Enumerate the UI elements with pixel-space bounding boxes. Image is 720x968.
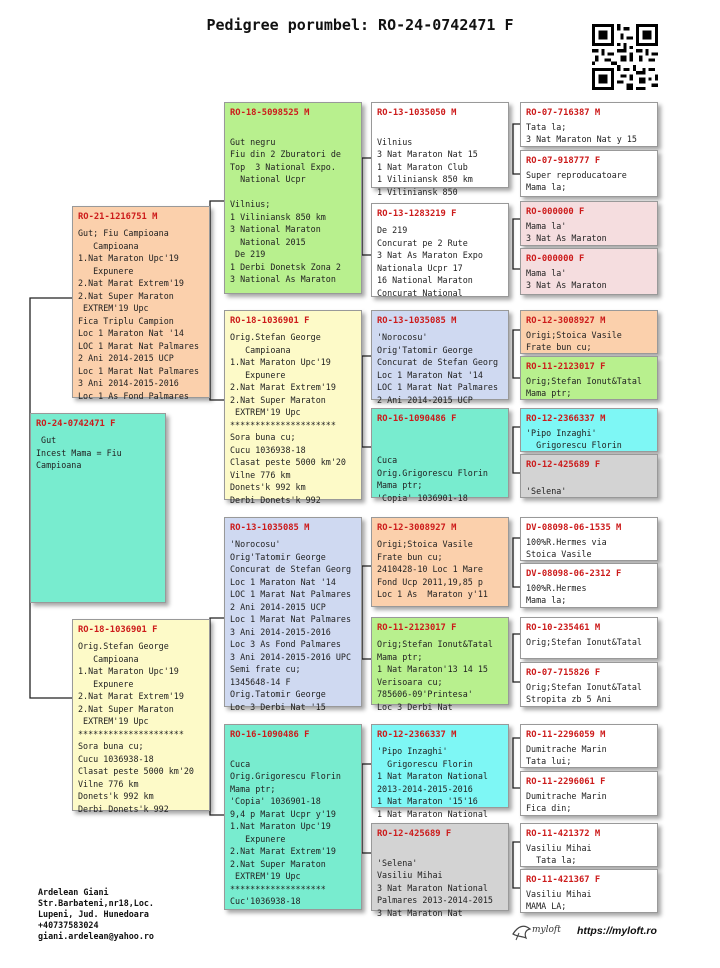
ring-number: RO-10-235461 M (526, 623, 601, 633)
pigeon-description: 'Pipo Inzaghi' Grigorescu Florin 1 Nat Maraton National 2013-2014-2015-2016 1 Nat Maraton '15'16 1 Nat Maraton National (377, 746, 488, 819)
pigeon-description: Vilnius 3 Nat Maraton Nat 15 1 Nat Maraton Club 1 Viliniansk 850 km 1 Viliniansk 850 (377, 136, 478, 197)
ring-number: RO-000000 F (526, 254, 585, 264)
great-grandparent-card[interactable] (371, 617, 509, 712)
great-grandparent-card[interactable] (371, 724, 509, 819)
page-title: Pedigree porumbel: RO-24-0742471 F (206, 16, 514, 34)
ring-number: RO-12-2366337 M (526, 414, 606, 424)
ring-number: RO-18-1036901 F (230, 316, 310, 326)
pigeon-description: Mama la' 3 Nat As Maraton (526, 268, 607, 290)
pigeon-description: Cuca Orig.Grigorescu Florin Mama ptr; 'Copia' 1036901-18 (377, 455, 488, 503)
great-grandparent-card[interactable] (371, 408, 509, 503)
great-grandparent-card[interactable] (371, 203, 509, 297)
pigeon-description: Origi;Stoica Vasile Frate bun cu; 2410428-10 Loc 1 Mare Fond Ucp 2011,19,85 p Loc 1 As Maraton y'11 (377, 539, 488, 599)
gen4-card[interactable] (520, 310, 658, 354)
gen4-card[interactable] (520, 563, 658, 608)
owner-name: Ardelean Giani (38, 887, 109, 897)
pigeon-description: Orig;Stefan Ionut&Tatal Mama ptr; 1 Nat Maraton'13 14 15 Verisoara cu; 785606-09'Printesa' Loc 3 Derbi Nat (377, 639, 493, 712)
granddam-maternal-card[interactable] (224, 724, 362, 910)
pigeon-description: Gut; Fiu Campioana Campioana 1.Nat Maraton Upc'19 Expunere 2.Nat Marat Extrem'19 2.Nat Super Maraton EXTREM'19 Upc Fica Triplu Campion Loc 1 Maraton Nat '14 LOC 1 Marat Nat Palmares 2 Ani 2014-2015 UCP Loc 1 Marat Nat Palmares 3 Ani 2014-2015-2016 Loc 1 As Fond Palmares (78, 228, 200, 401)
gen4-card[interactable] (520, 771, 658, 816)
gen4-card[interactable] (520, 617, 658, 659)
pigeon-description: Origi;Stoica Vasile Frate bun cu; (526, 330, 622, 352)
owner-phone: +40737583024 (38, 920, 99, 930)
ring-number: RO-11-421372 M (526, 829, 601, 839)
gen4-card[interactable] (520, 517, 658, 561)
ring-number: RO-11-2296061 F (526, 777, 606, 787)
ring-number: RO-16-1090486 F (230, 730, 310, 740)
pigeon-description: Orig;Stefan Ionut&Tatal Stropita zb 5 Ani (526, 682, 642, 704)
gen4-card[interactable] (520, 662, 658, 707)
pigeon-description: 100%R.Hermes Mama la; (526, 583, 587, 605)
owner-contact-block (38, 887, 154, 942)
pigeon-description: Gut negru Fiu din 2 Zburatori de Top 3 National Expo. National Ucpr Vilnius; 1 Viliniansk 850 km 3 National Maraton National 2015 De 219 1 Derbi Donetsk Zona 2 3 National As Maraton (230, 136, 341, 284)
grandsire-maternal-card[interactable] (224, 517, 362, 712)
pigeon-description: Tata la; 3 Nat Maraton Nat y 15 (526, 122, 637, 144)
pigeon-description: Cuca Orig.Grigorescu Florin Mama ptr; 'Copia' 1036901-18 9,4 p Marat Ucpr y'19 1.Nat Maraton Upc'19 Expunere 2.Nat Marat Extrem'19 2.Nat Super Maraton EXTREM'19 Upc ******************* Cuc'1036938-18 (230, 758, 341, 906)
ring-number: DV-08098-06-1535 M (526, 523, 622, 533)
great-grandparent-card[interactable] (371, 102, 509, 197)
pigeon-description: De 219 Concurat pe 2 Rute 3 Nat As Maraton Expo Nationala Ucpr 17 16 National Maraton Concurat National (377, 225, 483, 298)
gen4-card[interactable] (520, 248, 658, 295)
owner-address-line: Str.Barbateni,nr18,Loc. (38, 898, 154, 908)
pigeon-description: 'Pipo Inzaghi' Grigorescu Florin (526, 428, 622, 450)
ring-number: RO-12-425689 F (377, 829, 452, 839)
pigeon-description: 100%R.Hermes via Stoica Vasile (526, 537, 607, 559)
ring-number: RO-12-2366337 M (377, 730, 457, 740)
great-grandparent-card[interactable] (371, 310, 509, 405)
owner-email[interactable]: giani.ardelean@yahoo.ro (38, 931, 154, 941)
pigeon-description: Gut Incest Mama = Fiu Campioana (36, 435, 122, 470)
gen4-card[interactable] (520, 356, 658, 400)
ring-number: RO-16-1090486 F (377, 414, 457, 424)
gen4-card[interactable] (520, 201, 658, 246)
subject-pigeon-card[interactable] (30, 413, 166, 603)
ring-number: RO-07-715826 F (526, 668, 601, 678)
pigeon-description: Vasiliu Mihai MAMA LA; (526, 889, 592, 911)
grandsire-paternal-card[interactable] (224, 102, 362, 294)
ring-number: RO-13-1283219 F (377, 209, 457, 219)
great-grandparent-card[interactable] (371, 823, 509, 918)
pigeon-description: Super reproducatoare Mama la; (526, 170, 627, 192)
pigeon-description: Orig;Stefan Ionut&Tatal Mama ptr; (526, 376, 642, 398)
ring-number: RO-24-0742471 F (36, 419, 116, 429)
pigeon-description: Orig.Stefan George Campioana 1.Nat Maraton Upc'19 Expunere 2.Nat Marat Extrem'19 2.Nat Super Maraton EXTREM'19 Upc ********************* Sora buna cu; Cucu 1036938-18 Clasat peste 5000 km'20 Vilne 776 km Donets'k 992 km Derbi Donets'k 992 (78, 641, 194, 814)
ring-number: RO-18-1036901 F (78, 625, 158, 635)
ring-number: RO-21-1216751 M (78, 212, 158, 222)
gen4-card[interactable] (520, 724, 658, 768)
pigeon-description: Mama la' 3 Nat As Maraton (526, 221, 607, 243)
ring-number: RO-12-3008927 M (526, 316, 606, 326)
pigeon-description: Orig.Stefan George Campioana 1.Nat Maraton Upc'19 Expunere 2.Nat Marat Extrem'19 2.Nat Super Maraton EXTREM'19 Upc ********************* Sora buna cu; Cucu 1036938-18 Clasat peste 5000 km'20 Vilne 776 km Donets'k 992 km Derbi Donets'k 992 (230, 332, 346, 505)
gen4-card[interactable] (520, 454, 658, 498)
ring-number: RO-07-716387 M (526, 108, 601, 118)
ring-number: RO-12-3008927 M (377, 523, 457, 533)
ring-number: RO-11-2123017 F (526, 362, 606, 372)
brand-logo-text: myloft (532, 925, 561, 935)
ring-number: RO-11-2123017 F (377, 623, 457, 633)
pigeon-description: 'Norocosu' Orig'Tatomir George Concurat de Stefan Georg Loc 1 Maraton Nat '14 LOC 1 Marat Nat Palmares 2 Ani 2014-2015 UCP (377, 332, 499, 405)
ring-number: DV-08098-06-2312 F (526, 569, 622, 579)
ring-number: RO-11-2296059 M (526, 730, 606, 740)
ring-number: RO-13-1035085 M (230, 523, 310, 533)
gen4-card[interactable] (520, 823, 658, 867)
gen4-card[interactable] (520, 408, 658, 452)
pigeon-description: Vasiliu Mihai Tata la; (526, 843, 592, 865)
pigeon-description: 'Norocosu' Orig'Tatomir George Concurat de Stefan Georg Loc 1 Maraton Nat '14 LOC 1 Marat Nat Palmares 2 Ani 2014-2015 UCP Loc 1 Marat Nat Palmares 3 Ani 2014-2015-2016 Loc 3 As Fond Palmares 3 Ani 2014-2015-2016 UPC Semi frate cu; 1345648-14 F Orig.Tatomir George Loc 3 Derbi Nat '15 (230, 539, 352, 712)
sire-card[interactable] (72, 206, 210, 401)
ring-number: RO-07-918777 F (526, 156, 601, 166)
gen4-card[interactable] (520, 869, 658, 913)
pigeon-description: 'Selena' (526, 485, 567, 496)
owner-address-line: Lupeni, Jud. Hunedoara (38, 909, 149, 919)
ring-number: RO-11-421367 F (526, 875, 601, 885)
ring-number: RO-18-5098525 M (230, 108, 310, 118)
gen4-card[interactable] (520, 102, 658, 147)
pigeon-description: Orig;Stefan Ionut&Tatal (526, 637, 642, 647)
ring-number: RO-000000 F (526, 207, 585, 217)
dam-card[interactable] (72, 619, 210, 814)
granddam-paternal-card[interactable] (224, 310, 362, 505)
brand-site-link[interactable]: https://myloft.ro (577, 925, 657, 937)
gen4-card[interactable] (520, 150, 658, 197)
pigeon-description: 'Selena' Vasiliu Mihai 3 Nat Maraton National Palmares 2013-2014-2015 3 Nat Maraton Nat (377, 857, 493, 918)
ring-number: RO-13-1035050 M (377, 108, 457, 118)
ring-number: RO-13-1035085 M (377, 316, 457, 326)
pigeon-description: Dumitrache Marin Tata lui; (526, 744, 607, 766)
great-grandparent-card[interactable] (371, 517, 509, 607)
pigeon-description: Dumitrache Marin Fica din; (526, 791, 607, 813)
ring-number: RO-12-425689 F (526, 460, 601, 470)
